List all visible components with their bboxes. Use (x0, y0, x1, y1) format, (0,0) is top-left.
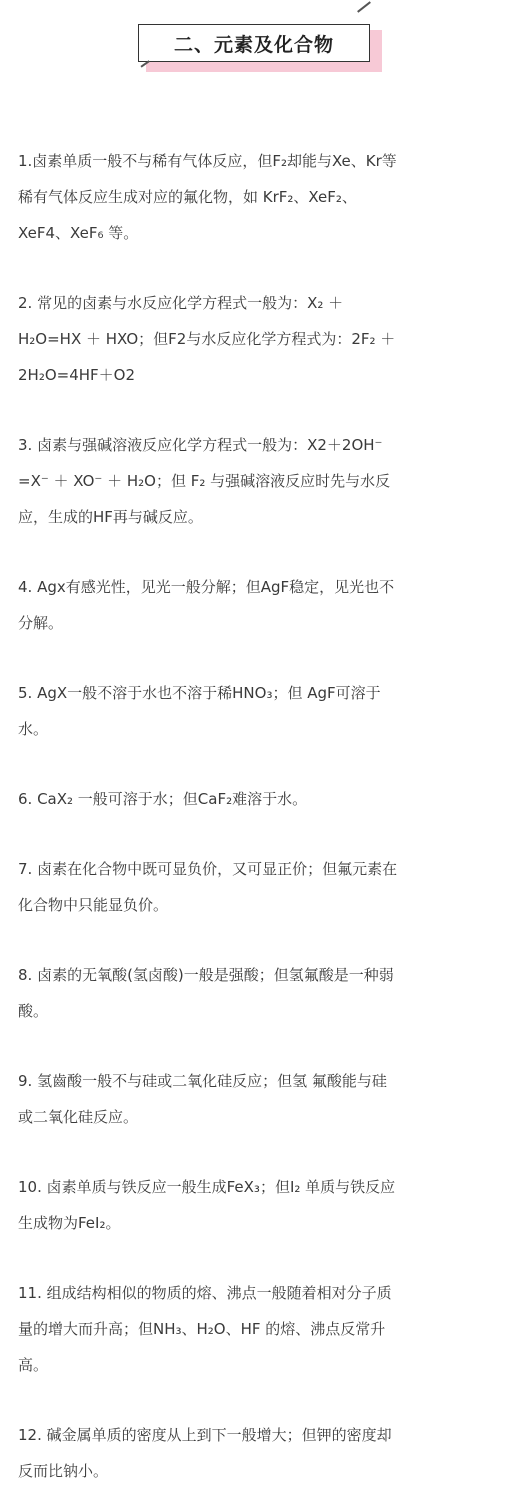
list-item (18, 569, 494, 641)
item-line: 6. CaX₂ 一般可溶于水；但CaF₂难溶于水。 (18, 790, 308, 808)
list-item (18, 143, 494, 251)
item-line: 2H₂O=4HF＋O2 (18, 366, 136, 384)
item-line: 7. 卤素在化合物中既可显负价，又可显正价；但氟元素在 (18, 860, 398, 878)
item-line: XeF4、XeF₆ 等。 (18, 224, 139, 242)
item-line: 水。 (18, 720, 49, 738)
item-line: 高。 (18, 1356, 49, 1374)
item-line: 10. 卤素单质与铁反应一般生成FeX₃；但I₂ 单质与铁反应 (18, 1178, 396, 1196)
list-item (18, 1169, 494, 1241)
list-item (18, 1063, 494, 1135)
list-item (18, 285, 494, 393)
item-line: 生成物为FeI₂。 (18, 1214, 121, 1232)
item-line: =X⁻ ＋ XO⁻ ＋ H₂O；但 F₂ 与强碱溶液反应时先与水反 (18, 472, 391, 490)
item-line: 或二氧化硅反应。 (18, 1108, 139, 1126)
item-line: 5. AgX一般不溶于水也不溶于稀HNO₃；但 AgF可溶于 (18, 684, 381, 702)
section-title (138, 24, 370, 62)
item-line: 1.卤素单质一般不与稀有气体反应，但F₂却能与Xe、Kr等 (18, 152, 397, 170)
list-item (18, 781, 494, 817)
item-line: 量的增大而升高；但NH₃、H₂O、HF 的熔、沸点反常升 (18, 1320, 386, 1338)
list-item (18, 1417, 494, 1489)
item-line: 9. 氢齒酸一般不与硅或二氧化硅反应；但氢 氟酸能与硅 (18, 1072, 387, 1090)
item-line: 8. 卤素的无氧酸(氢卤酸)一般是强酸；但氢氟酸是一种弱 (18, 966, 394, 984)
item-line: 化合物中只能显负价。 (18, 896, 169, 914)
list-item (18, 675, 494, 747)
list-item (18, 1275, 494, 1383)
item-line: 应，生成的HF再与碱反应。 (18, 508, 203, 526)
item-line: 11. 组成结构相似的物质的熔、沸点一般随着相对分子质 (18, 1284, 392, 1302)
item-line: 分解。 (18, 614, 64, 632)
decorative-slash (357, 1, 371, 12)
item-line: 3. 卤素与强碱溶液反应化学方程式一般为：X2＋2OH⁻ (18, 436, 383, 454)
section-title-text: 二、元素及化合物 (173, 33, 334, 56)
item-line: H₂O=HX ＋ HXO；但F2与水反应化学方程式为：2F₂ ＋ (18, 330, 396, 348)
item-line: 稀有气体反应生成对应的氟化物，如 KrF₂、XeF₂、 (18, 188, 357, 206)
item-line: 12. 碱金属单质的密度从上到下一般增大；但钾的密度却 (18, 1426, 392, 1444)
rules-list (18, 143, 494, 1489)
item-line: 酸。 (18, 1002, 49, 1020)
item-line: 4. Agx有感光性，见光一般分解；但AgF稳定，见光也不 (18, 578, 395, 596)
list-item (18, 851, 494, 923)
list-item (18, 957, 494, 1029)
list-item (18, 427, 494, 535)
item-line: 反而比钠小。 (18, 1462, 109, 1480)
item-line: 2. 常见的卤素与水反应化学方程式一般为：X₂ ＋ (18, 294, 344, 312)
